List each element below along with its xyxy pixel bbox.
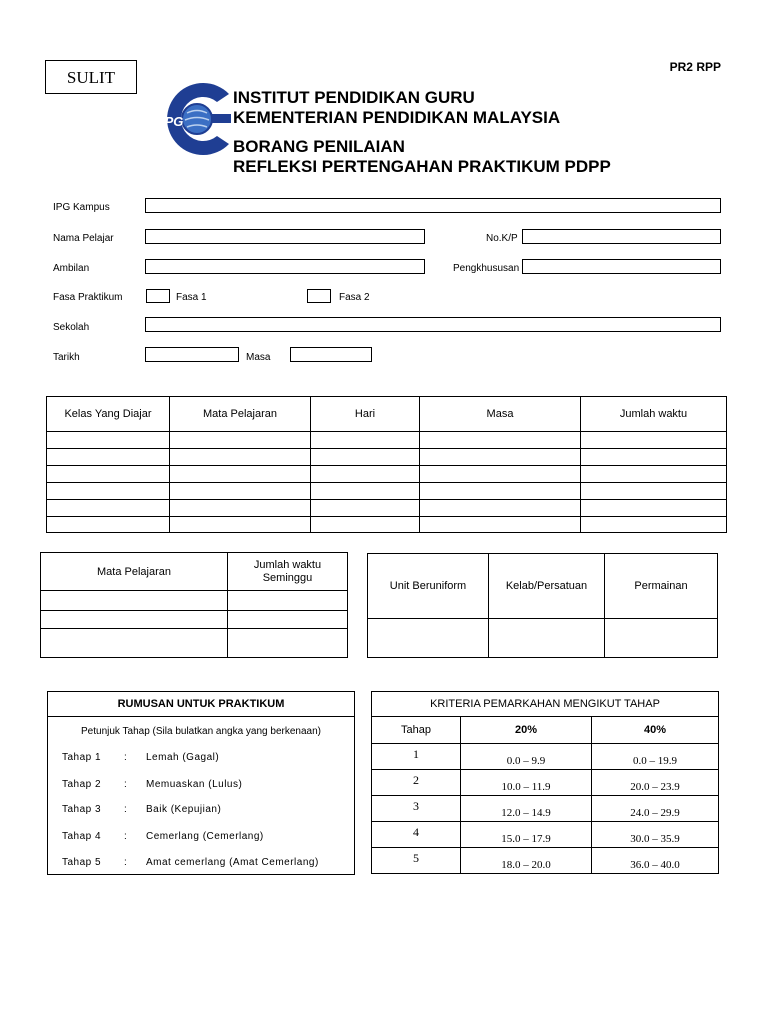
pengkhususan-field[interactable]: [522, 259, 721, 274]
kriteria-table: [371, 691, 719, 874]
header-kelas: Kelas Yang Diajar: [47, 397, 170, 432]
table-row: [368, 619, 718, 658]
schedule-header-row: [47, 397, 727, 432]
range-20: 10.0 – 11.9: [461, 770, 592, 796]
header-kelab-persatuan: Kelab/Persatuan: [489, 554, 605, 619]
tahap-label: Tahap 2: [62, 779, 102, 790]
schedule-table: [46, 396, 727, 533]
masa-field[interactable]: [290, 347, 372, 362]
label-nama-pelajar: Nama Pelajar: [53, 233, 114, 244]
tahap-number[interactable]: 1: [372, 744, 461, 770]
table-row: [372, 796, 719, 822]
cell[interactable]: [47, 432, 170, 449]
range-40: 30.0 – 35.9: [592, 822, 719, 848]
ministry-name: KEMENTERIAN PENDIDIKAN MALAYSIA: [233, 108, 561, 127]
cell[interactable]: [489, 619, 605, 658]
ipg-logo: [157, 80, 235, 158]
cell[interactable]: [311, 466, 420, 483]
cell[interactable]: [47, 517, 170, 533]
form-subtitle: REFLEKSI PERTENGAHAN PRAKTIKUM PDPP: [233, 157, 611, 176]
range-40: 0.0 – 19.9: [592, 744, 719, 770]
kriteria-title: KRITERIA PEMARKAHAN MENGIKUT TAHAP: [372, 692, 719, 717]
tarikh-field[interactable]: [145, 347, 239, 362]
cell[interactable]: [41, 591, 228, 611]
cell[interactable]: [228, 611, 348, 629]
rumusan-instruction: Petunjuk Tahap (Sila bulatkan angka yang berkenaan): [81, 726, 321, 737]
tahap-sep: :: [124, 857, 128, 868]
cell[interactable]: [170, 483, 311, 500]
header-mata-pelajaran: Mata Pelajaran: [170, 397, 311, 432]
kriteria-title-row: [372, 692, 719, 717]
cell[interactable]: [228, 629, 348, 658]
header-masa: Masa: [420, 397, 581, 432]
header-20pct: 20%: [461, 717, 592, 744]
tahap-label: Tahap 4: [62, 831, 102, 842]
tahap-number[interactable]: 2: [372, 770, 461, 796]
form-title: BORANG PENILAIAN: [233, 137, 405, 156]
cocurricular-table: [367, 553, 718, 658]
cell[interactable]: [420, 466, 581, 483]
label-fasa-praktikum: Fasa Praktikum: [53, 292, 123, 303]
header-permainan: Permainan: [605, 554, 718, 619]
cell[interactable]: [47, 483, 170, 500]
cell[interactable]: [170, 500, 311, 517]
cell[interactable]: [581, 517, 727, 533]
kriteria-header-row: [372, 717, 719, 744]
table-row: [47, 517, 727, 533]
cell[interactable]: [41, 629, 228, 658]
nama-pelajar-field[interactable]: [145, 229, 425, 244]
subjects-table: [40, 552, 348, 658]
cell[interactable]: [420, 517, 581, 533]
cell[interactable]: [170, 449, 311, 466]
tahap-desc: Amat cemerlang (Amat Cemerlang): [146, 857, 319, 868]
cell[interactable]: [170, 517, 311, 533]
header-tahap: Tahap: [372, 717, 461, 744]
institute-name: INSTITUT PENDIDIKAN GURU: [233, 88, 475, 107]
table-row: [47, 449, 727, 466]
cell[interactable]: [311, 483, 420, 500]
cell[interactable]: [311, 517, 420, 533]
tahap-label: Tahap 1: [62, 752, 102, 763]
table-row: [47, 483, 727, 500]
cell[interactable]: [581, 483, 727, 500]
cell[interactable]: [581, 449, 727, 466]
cell[interactable]: [311, 432, 420, 449]
tahap-number[interactable]: 3: [372, 796, 461, 822]
tahap-label: Tahap 3: [62, 804, 102, 815]
ipg-logo-text: IPG: [161, 114, 184, 129]
table-row: [47, 466, 727, 483]
tahap-sep: :: [124, 804, 128, 815]
label-fasa2: Fasa 2: [339, 292, 370, 303]
label-sekolah: Sekolah: [53, 322, 90, 333]
table-row: [47, 500, 727, 517]
table-row: [41, 611, 348, 629]
ipg-kampus-field[interactable]: [145, 198, 721, 213]
cell[interactable]: [420, 432, 581, 449]
cell[interactable]: [311, 500, 420, 517]
tahap-desc: Lemah (Gagal): [146, 752, 220, 763]
range-40: 24.0 – 29.9: [592, 796, 719, 822]
header-jumlah-waktu: Jumlah waktu: [581, 397, 727, 432]
label-no-kp: No.K/P: [486, 233, 518, 244]
label-ambilan: Ambilan: [53, 263, 90, 274]
header-jumlah-waktu-seminggu: Jumlah waktu Seminggu: [228, 553, 348, 591]
tahap-sep: :: [124, 831, 128, 842]
cell[interactable]: [41, 611, 228, 629]
range-20: 15.0 – 17.9: [461, 822, 592, 848]
form-code: PR2 RPP: [669, 60, 721, 74]
cell[interactable]: [228, 591, 348, 611]
tahap-number[interactable]: 4: [372, 822, 461, 848]
cell[interactable]: [170, 466, 311, 483]
cell[interactable]: [581, 500, 727, 517]
label-ipg-kampus: IPG Kampus: [53, 202, 110, 213]
sekolah-field[interactable]: [145, 317, 721, 332]
table-row: [372, 770, 719, 796]
range-20: 0.0 – 9.9: [461, 744, 592, 770]
cell[interactable]: [311, 449, 420, 466]
cell[interactable]: [420, 500, 581, 517]
table-row: [372, 822, 719, 848]
cell[interactable]: [605, 619, 718, 658]
table-row: [372, 848, 719, 874]
no-kp-field[interactable]: [522, 229, 721, 244]
header-hari: Hari: [311, 397, 420, 432]
header-40pct: 40%: [592, 717, 719, 744]
cell[interactable]: [368, 619, 489, 658]
subjects-header-row: [41, 553, 348, 591]
classification-stamp: SULIT: [45, 60, 137, 94]
cell[interactable]: [170, 432, 311, 449]
cell[interactable]: [581, 466, 727, 483]
tahap-desc: Baik (Kepujian): [146, 804, 222, 815]
tahap-sep: :: [124, 779, 128, 790]
tahap-label: Tahap 5: [62, 857, 102, 868]
label-masa: Masa: [246, 352, 271, 363]
range-40: 36.0 – 40.0: [592, 848, 719, 874]
cell[interactable]: [47, 466, 170, 483]
cell[interactable]: [47, 500, 170, 517]
tahap-sep: :: [124, 752, 128, 763]
cell[interactable]: [420, 449, 581, 466]
cell[interactable]: [581, 432, 727, 449]
cell[interactable]: [47, 449, 170, 466]
cocurricular-header-row: [368, 554, 718, 619]
range-20: 12.0 – 14.9: [461, 796, 592, 822]
table-row: [372, 744, 719, 770]
tahap-desc: Memuaskan (Lulus): [146, 779, 243, 790]
header-unit-beruniform: Unit Beruniform: [368, 554, 489, 619]
range-40: 20.0 – 23.9: [592, 770, 719, 796]
table-row: [41, 629, 348, 658]
tahap-desc: Cemerlang (Cemerlang): [146, 831, 264, 842]
tahap-number[interactable]: 5: [372, 848, 461, 874]
table-row: [41, 591, 348, 611]
label-pengkhususan: Pengkhususan: [453, 263, 520, 274]
table-row: [47, 432, 727, 449]
cell[interactable]: [420, 483, 581, 500]
label-fasa1: Fasa 1: [176, 292, 207, 303]
ambilan-field[interactable]: [145, 259, 425, 274]
label-tarikh: Tarikh: [53, 352, 80, 363]
range-20: 18.0 – 20.0: [461, 848, 592, 874]
rumusan-title: RUMUSAN UNTUK PRAKTIKUM: [48, 692, 354, 717]
fasa1-checkbox[interactable]: [146, 289, 170, 303]
fasa2-checkbox[interactable]: [307, 289, 331, 303]
header-mata-pelajaran-2: Mata Pelajaran: [41, 553, 228, 591]
